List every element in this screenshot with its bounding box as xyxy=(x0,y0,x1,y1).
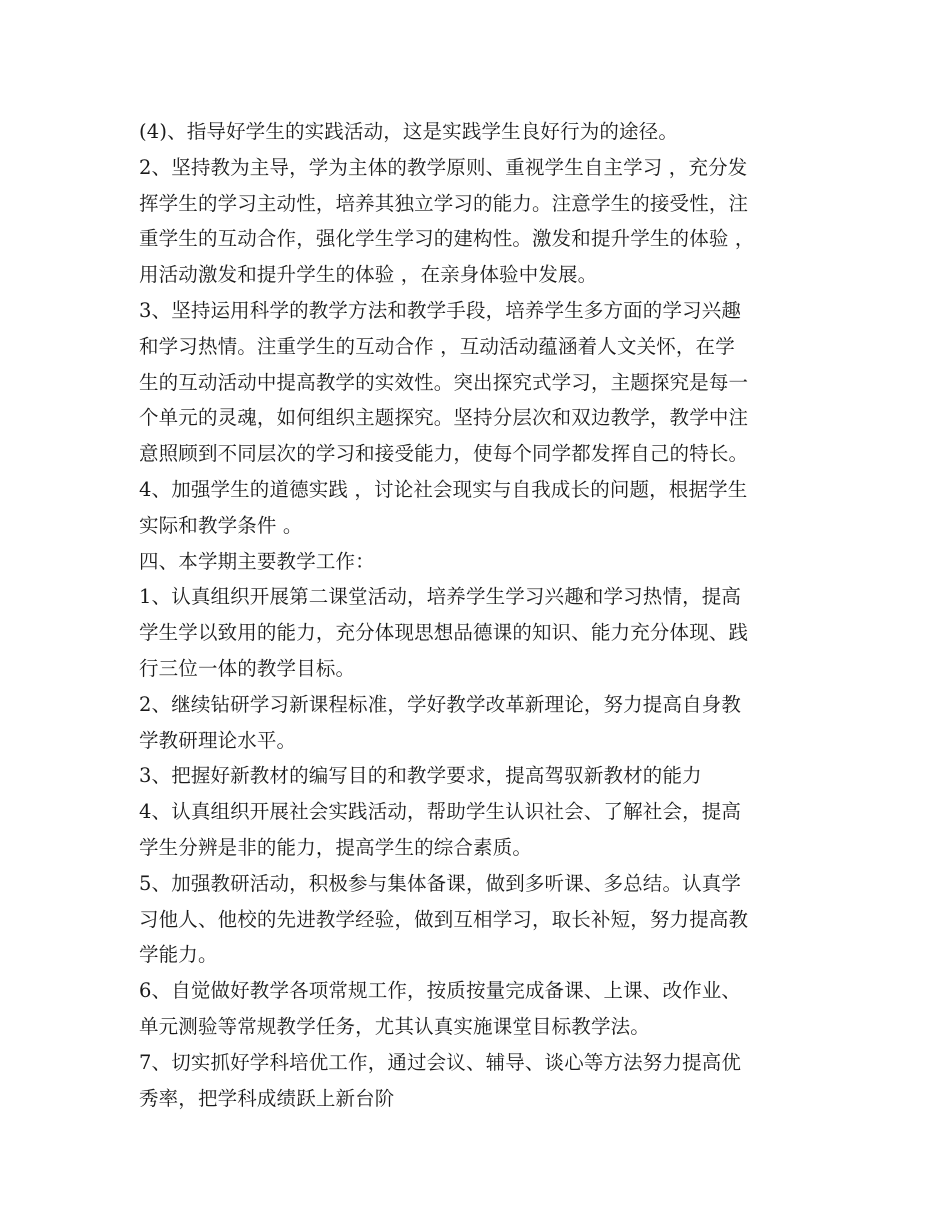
text-line: 学生分辨是非的能力，提高学生的综合素质。 xyxy=(139,835,533,859)
text-line: 3、坚持运用科学的教学方法和教学手段，培养学生多方面的学习兴趣 xyxy=(139,298,742,322)
text-line: 6、自觉做好教学各项常规工作，按质按量完成备课、上课、改作业、 xyxy=(139,979,742,1003)
text-line: 生的互动活动中提高教学的实效性。突出探究式学习，主题探究是每一 xyxy=(139,370,749,394)
text-line: 个单元的灵魂，如何组织主题探究。坚持分层次和双边教学，教学中注 xyxy=(139,406,749,430)
text-line: 秀率，把学科成绩跃上新台阶 xyxy=(139,1086,395,1110)
text-line: 4、加强学生的道德实践 ，讨论社会现实与自我成长的问题，根据学生 xyxy=(139,477,748,501)
text-line: (4)、指导好学生的实践活动，这是实践学生良好行为的途径。 xyxy=(139,120,678,143)
text-line: 5、加强教研活动，积极参与集体备课，做到多听课、多总结。认真学 xyxy=(139,871,742,895)
text-line: 学教研理论水平。 xyxy=(139,728,297,752)
text-line: 习他人、他校的先进教学经验，做到互相学习，取长补短，努力提高教 xyxy=(139,907,749,931)
text-line: 2、继续钻研学习新课程标准，学好教学改革新理论，努力提高自身教 xyxy=(139,692,742,716)
text-line: 实际和教学条件 。 xyxy=(139,513,303,537)
text-line: 3、把握好新教材的编写目的和教学要求，提高驾驭新教材的能力 xyxy=(139,764,702,788)
text-line: 意照顾到不同层次的学习和接受能力，使每个同学都发挥自己的特长。 xyxy=(139,442,749,466)
text-line: 单元测验等常规教学任务，尤其认真实施课堂目标教学法。 xyxy=(139,1014,650,1038)
text-line: 学生学以致用的能力，充分体现思想品德课的知识、能力充分体现、践 xyxy=(139,621,749,645)
text-line: 重学生的互动合作，强化学生学习的建构性。激发和提升学生的体验 ， xyxy=(139,227,755,251)
text-line: 和学习热情。注重学生的互动合作 ，互动活动蕴涵着人文关怀，在学 xyxy=(139,334,735,358)
text-line: 挥学生的学习主动性，培养其独立学习的能力。注意学生的接受性，注 xyxy=(139,191,749,215)
document-page xyxy=(139,114,819,1116)
section-heading: 四、本学期主要教学工作： xyxy=(139,549,375,573)
text-line: 用活动激发和提升学生的体验 ，在亲身体验中发展。 xyxy=(139,263,598,287)
text-line: 4、认真组织开展社会实践活动，帮助学生认识社会、了解社会，提高 xyxy=(139,800,742,824)
text-line: 7、切实抓好学科培优工作，通过会议、辅导、谈心等方法努力提高优 xyxy=(139,1050,742,1074)
text-line: 行三位一体的教学目标。 xyxy=(139,656,356,680)
text-line: 学能力。 xyxy=(139,943,218,967)
text-line: 2、坚持教为主导，学为主体的教学原则、重视学生自主学习 ，充分发 xyxy=(139,155,748,179)
text-line: 1、认真组织开展第二课堂活动，培养学生学习兴趣和学习热情，提高 xyxy=(139,585,742,609)
